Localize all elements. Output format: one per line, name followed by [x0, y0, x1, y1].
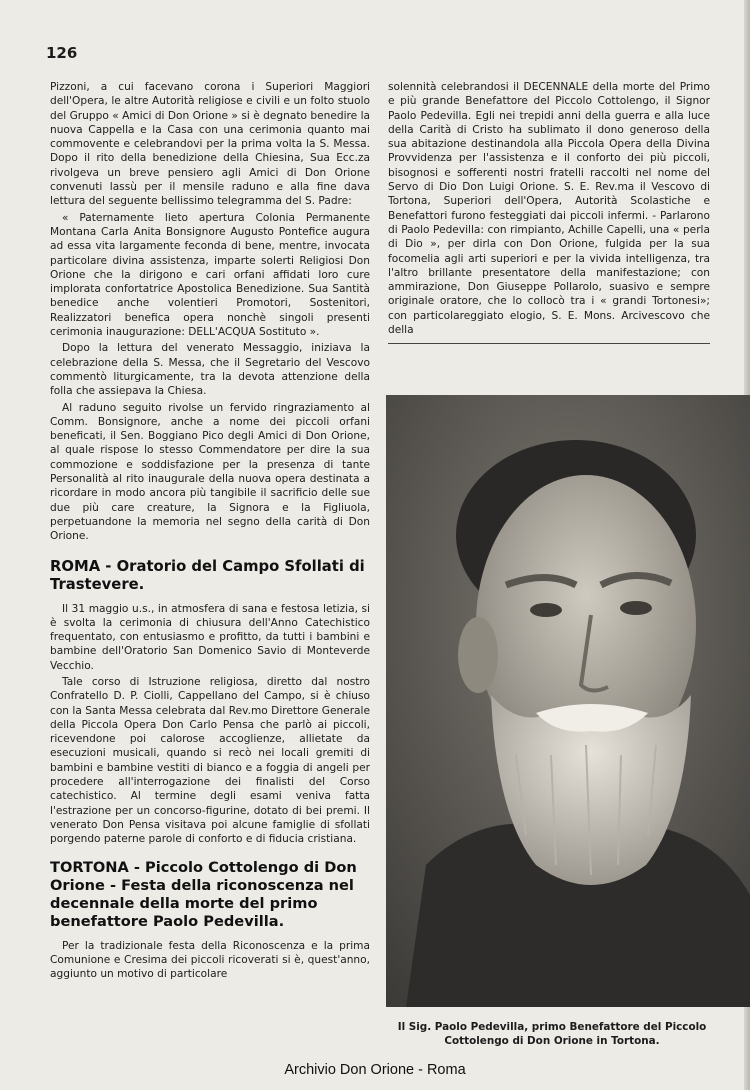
paragraph: Pizzoni, a cui facevano corona i Superiori Maggiori dell'Opera, le altre Autorità religiose e civili e un folto stuolo del Gruppo « Amici di Don Orione » si è degnato benedire la nuova Cappella e la Casa con una cerimonia quanto mai commovente e celebrandovi per la prima volta la S. Messa. Dopo il rito della benedizione della Chiesina, Sua Ecc.za rivolgeva un breve pensiero agli Amici di Don Orione convenuti lassù per il mensile raduno e alla fine dava lettura del seguente bellissimo telegramma del S. Padre:: [50, 81, 370, 208]
section-heading-tortona: TORTONA - Piccolo Cottolengo di Don Orione - Festa della riconoscenza nel decennale della morte del primo benefattore Paolo Pedevilla.: [50, 858, 357, 930]
divider: [388, 343, 710, 344]
paragraph: « Paternamente lieto apertura Colonia Permanente Montana Carla Anita Bonsignore Augusto Pontefice augura ad essa vita largamente feconda di bene, mentre, invocata particolare divina assistenza, imparte solerti Religiosi Don Orione che la dirigono e cari orfani affidati loro cure implorata confortatrice Apostolica Benedizione. Sua Santità benedice anche volentieri Promotori, Sostenitori, Realizzatori benefica opera nonchè singoli presenti cerimonia inaugurazione: DELL'ACQUA Sostituto ».: [50, 211, 370, 339]
paragraph: solennità celebrandosi il DECENNALE della morte del Primo e più grande Benefattore del Piccolo Cottolengo, il Signor Paolo Pedevilla. Egli nei trepidi anni della guerra e alla luce della Carità di Cristo ha sublimato il dono generoso della sua abitazione destinandola alla Piccola Opera della Divina Provvidenza per l'assistenza e il conforto dei più piccoli, bisognosi e sofferenti nostri fratelli raccolti nel nome del Servo di Dio Don Luigi Orione. S. E. Rev.ma il Vescovo di Tortona, Superiori dell'Opera, Autorità Scolastiche e Benefattori furono festeggiati dai piccoli infermi. - Parlarono di Paolo Pedevilla: con rimpianto, Achille Capelli, una « perla di Dio », per dirla con Don Orione, fulgida per la sua focomelia agli arti superiori e per la vivida intelligenza, tra l'altro brillante presentatore della manifestazione; con ammirazione, Don Giuseppe Pollarolo, suasivo e sempre originale oratore, che lo collocò tra i « grandi Tortonesi»; con particolareggiato elogio, S. E. Mons. Arcivescovo che della: [388, 81, 710, 337]
paragraph: Al raduno seguito rivolse un fervido ringraziamento al Comm. Bonsignore, anche a nome dei piccoli orfani beneficati, il Sen. Boggiano Pico degli Amici di Don Orione, al quale rispose lo stesso Commendatore per dire la sua commozione e soddisfazione per la presenza di tante Personalità al rito inaugurale della nuova opera destinata a ricordare in modo ancora più tangibile il sacrificio delle sue due più care creature, la Signora e la Figliuola, perpetuandone la memoria nel segno della carità di Don Orione.: [50, 401, 370, 543]
paragraph: Per la tradizionale festa della Riconoscenza e la prima Comunione e Cresima dei piccoli ricoverati si è, quest'anno, aggiunto un motivo di particolare: [50, 939, 370, 981]
paragraph: Tale corso di Istruzione religiosa, diretto dal nostro Confratello D. P. Ciolli, Cappellano del Campo, si è chiuso con la Santa Messa celebrata dal Rev.mo Direttore Generale della Piccola Opera Don Carlo Pensa che parlò ai piccoli, ricevendone poi calorose accoglienze, allietate da esecuzioni musicali, quando si recò nei locali gremiti di bambini e bambine vestiti di bianco e a foggia di angeli per procedere all'interrogazione dei finalisti del Corso catechistico. Al termine degli esami veniva fatta l'estrazione per un concorso-figurine, dotato di bei premi. Il venerato Don Pensa visitava poi alcune famiglie di sfollati porgendo paterne parole di conforto e di fiducia cristiana.: [50, 675, 370, 846]
portrait-photo: [386, 395, 750, 1007]
section-heading-roma: ROMA - Oratorio del Campo Sfollati di Trastevere.: [50, 557, 365, 593]
page-number: 126: [46, 44, 78, 62]
portrait-illustration: [386, 395, 750, 1007]
paragraph: Dopo la lettura del venerato Messaggio, iniziava la celebrazione della S. Messa, che il Segretario del Vescovo commentò liturgicamente, tra la devota attenzione della folla che assiepava la Chiesa.: [50, 342, 370, 398]
archive-footer: Archivio Don Orione - Roma: [284, 1062, 466, 1078]
right-column: [388, 80, 710, 344]
left-column: [50, 80, 370, 983]
photo-caption: Il Sig. Paolo Pedevilla, primo Benefattore del Piccolo Cottolengo di Don Orione in Tortona.: [397, 1021, 707, 1047]
paragraph: Il 31 maggio u.s., in atmosfera di sana e festosa letizia, si è svolta la cerimonia di chiusura dell'Anno Catechistico frequentato, con entusiasmo e profitto, da tutti i bambini e bambine dell'Oratorio San Domenico Savio di Monteverde Vecchio.: [50, 602, 370, 672]
